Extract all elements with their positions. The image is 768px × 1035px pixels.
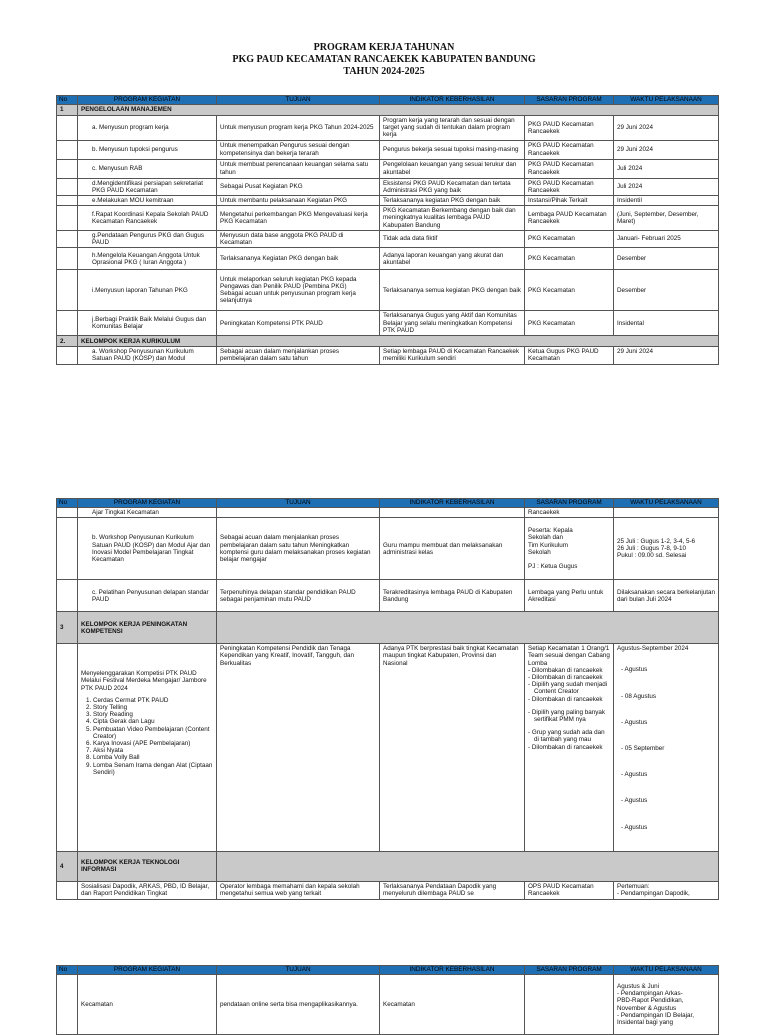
cell-indikator: Setiap lembaga PAUD di Kecamatan Rancaekek memiliki Kurikulum sendiri [380, 347, 525, 364]
sasaran-list [528, 667, 610, 751]
table-row [57, 518, 719, 580]
cell-indikator: Terlaksananya Gugus yang Aktif dan Komunitas Belajar yang selalu meningkatkan Kompetensi PTK PAUD [380, 311, 525, 336]
competition-item: 4. Cipta Gerak dan Lagu [93, 718, 213, 725]
section-title: PENGELOLAAN MANAJEMEN [78, 105, 719, 116]
doc-title-3: TAHUN 2024-2025 [343, 66, 425, 77]
table-row [57, 230, 719, 247]
waktu-item: - 08 Agustus [621, 692, 657, 700]
cell-sasaran: PKG PAUD Kecamatan Rancaekek [525, 116, 614, 141]
sasaran-item [528, 681, 610, 695]
header-no: No [57, 96, 78, 105]
cell-sasaran: PKG PAUD Kecamatan Rancaekek [525, 178, 614, 195]
sasaran-text: Dilombakan di rancaekek [531, 743, 603, 751]
header-no: No [57, 499, 78, 508]
cell-no [57, 178, 78, 195]
cell-no [57, 311, 78, 336]
waktu-intro: Agustus-September 2024 [617, 645, 689, 653]
cell-sasaran: PKG Kecamatan [525, 230, 614, 247]
section-row [57, 105, 719, 116]
table-row [57, 196, 719, 206]
waktu-item: - Agustus [621, 718, 648, 726]
cell-indikator: Adanya laporan keuangan yang akurat dan akuntabel [380, 248, 525, 270]
cell-waktu: 29 Juni 2024 [614, 140, 719, 159]
cell-waktu: Januari- Februari 2025 [614, 230, 719, 247]
cell-tujuan: Peningkatan Kompetensi PTK PAUD [217, 311, 380, 336]
header-waktu: WAKTU PELAKSANAAN [614, 499, 719, 508]
competition-item: 6. Karya Inovasi (APE Pembelajaran) [93, 740, 213, 747]
competition-item: 9. Lomba Senam Irama dengan Alat (Ciptaan Sendiri) [93, 762, 213, 776]
cell-no [57, 881, 78, 899]
cell-waktu: Desember [614, 248, 719, 270]
cell-waktu: 25 Juli : Gugus 1-2, 3-4, 5-6 26 Juli : Gugus 7-8, 9-10 Pukul : 09.00 sd. Selesai [614, 518, 719, 580]
cell-no [57, 644, 78, 852]
dash-bullet: - [528, 708, 532, 716]
table-row [57, 270, 719, 311]
cell-program: e.Melakukan MOU kemitraan [78, 196, 217, 206]
header-program: PROGRAM KEGIATAN [78, 96, 217, 105]
cell-waktu: Juli 2024 [614, 159, 719, 178]
table-row [57, 347, 719, 364]
cell-no [57, 159, 78, 178]
sasaran-text: Grup yang sudah ada dan di tambah yang mau [531, 729, 605, 744]
cell-tujuan: Sebagai acuan dalam menjalankan proses pembelajaran dalam satu tahun [217, 347, 380, 364]
cell-waktu: Pertemuan: - Pendampingan Dapodik, [614, 881, 719, 899]
cell-tujuan: Sebagai Pusat Kegiatan PKG [217, 178, 380, 195]
competition-item: 5. Pembuatan Video Pembelajaran (Content Creator) [93, 726, 213, 740]
cell-waktu: Juli 2024 [614, 178, 719, 195]
cell-waktu: 29 Juni 2024 [614, 116, 719, 141]
cell-sasaran: Lembaga yang Perlu untuk Akreditasi [525, 580, 614, 612]
cell-sasaran: PKG Kecamatan [525, 248, 614, 270]
cell-program: c. Pelatihan Penyusunan delapan standar PAUD [78, 580, 217, 612]
header-waktu: WAKTU PELAKSANAAN [614, 96, 719, 105]
cell-indikator: Guru mampu membuat dan melaksanakan administrasi kelas [380, 518, 525, 580]
cell-program: h.Mengelola Keuangan Anggota Untuk Oprasional PKG ( Iuran Anggota ) [78, 248, 217, 270]
cell-no [57, 230, 78, 247]
section-title: KELOMPOK KERJA KURIKULUM [78, 336, 217, 347]
header-sasaran: SASARAN PROGRAM [525, 96, 614, 105]
cell-program: a. Menyusun program kerja [78, 116, 217, 141]
table-row [57, 508, 719, 518]
cell-indikator: Eksistensi PKG PAUD Kecamatan dan tertata Administrasi PKG yang baik [380, 178, 525, 195]
cell-sasaran: Rancaekek [525, 508, 614, 518]
cell-sasaran: Lembaga PAUD Kecamatan Rancaekek [525, 206, 614, 231]
cell-program: Sosialisasi Dapodik, ARKAS, PBD, ID Belajar, dan Raport Pendidikan Tingkat [78, 881, 217, 899]
cell-sasaran: PKG PAUD Kecamatan Rancaekek [525, 159, 614, 178]
section-row [57, 851, 719, 881]
table-row [57, 580, 719, 612]
table-row [57, 116, 719, 141]
cell-program [78, 644, 217, 852]
header-program: PROGRAM KEGIATAN [78, 499, 217, 508]
sasaran-text: Dilombakan di rancaekek [531, 666, 603, 674]
cell-no [57, 508, 78, 518]
competition-item: 8. Lomba Volly Ball [93, 754, 213, 761]
section-fill [217, 851, 719, 881]
cell-tujuan: Menyusun data base anggota PKG PAUD di Kecamatan [217, 230, 380, 247]
cell-tujuan: Mengetahui perkembangan PKG Mengevaluasi kerja PKG Kecamatan [217, 206, 380, 231]
cell-waktu: (Juni, September, Desember, Maret) [614, 206, 719, 231]
cell-program: Kecamatan [78, 975, 217, 1035]
cell-tujuan: Untuk membantu pelaksanaan Kegiatan PKG [217, 196, 380, 206]
cell-waktu: Desember [614, 270, 719, 311]
cell-no [57, 580, 78, 612]
table-row [57, 140, 719, 159]
cell-sasaran [525, 975, 614, 1035]
section-no: 3 [57, 612, 78, 644]
cell-sasaran: Peserta: Kepala Sekolah dan Tim Kurikulum Sekolah PJ : Ketua Gugus [525, 518, 614, 580]
cell-indikator: Pengelolaan keuangan yang sesuai terukur dan akuntabel [380, 159, 525, 178]
cell-program: g.Pendataan Pengurus PKG dan Gugus PAUD [78, 230, 217, 247]
cell-indikator: Tidak ada data fiktif [380, 230, 525, 247]
sasaran-item [528, 696, 610, 703]
header-program: PROGRAM KEGIATAN [78, 966, 217, 975]
table-row [57, 975, 719, 1035]
header-waktu: WAKTU PELAKSANAAN [614, 966, 719, 975]
cell-tujuan: Untuk menyusun program kerja PKG Tahun 2024-2025 [217, 116, 380, 141]
cell-program: j.Berbagi Praktik Baik Melalui Gugus dan Komunitas Belajar [78, 311, 217, 336]
cell-indikator: Terlaksananya Pendataan Dapodik yang menyeluruh dilembaga PAUD se [380, 881, 525, 899]
cell-indikator: Adanya PTK berprestasi baik tingkat Kecamatan maupun tingkat Kabupaten, Provinsi dan Nasional [380, 644, 525, 852]
competition-item: 3. Story Reading [93, 711, 213, 718]
cell-tujuan [217, 508, 380, 518]
section-title: KELOMPOK KERJA PENINGKATAN KOMPETENSI [78, 612, 217, 644]
cell-no [57, 518, 78, 580]
table-row [57, 881, 719, 899]
waktu-item: - 05 September [621, 745, 665, 753]
doc-title-2: PKG PAUD KECAMATAN RANCAEKEK KABUPATEN BANDUNG [232, 54, 536, 65]
table-row [57, 311, 719, 336]
header-tujuan: TUJUAN [217, 966, 380, 975]
dash-bullet: - [528, 681, 532, 689]
table-row [57, 206, 719, 231]
competition-item: 1. Cerdas Cermat PTK PAUD [93, 697, 213, 704]
competition-item: 2. Story Telling [93, 704, 213, 711]
cell-tujuan: Terpenuhinya delapan standar pendidikan PAUD sebagai penjaminan mutu PAUD [217, 580, 380, 612]
cell-tujuan: Peningkatan Kompetensi Pendidik dan Tenaga Kependikan yang Kreatif, Inovatif, Tangguh, dan Berkualitas [217, 644, 380, 852]
section-no: 4 [57, 851, 78, 881]
section-fill [217, 336, 719, 347]
waktu-list [617, 666, 715, 830]
cell-program: b. Menyusun tupoksi pengurus [78, 140, 217, 159]
sasaran-item [528, 729, 610, 743]
header-sasaran: SASARAN PROGRAM [525, 499, 614, 508]
cell-tujuan: Terlaksananya Kegiatan PKG dengan baik [217, 248, 380, 270]
program-table-page-2 [56, 498, 719, 900]
competition-item: 7. Aksi Nyata [93, 747, 213, 754]
section-row [57, 336, 719, 347]
section-row [57, 612, 719, 644]
program-intro: Menyelenggarakan Kompetisi PTK PAUD Melalui Festival Merdeka Mengajar/ Jambore PTK PAUD 2024 [81, 670, 207, 692]
cell-no [57, 975, 78, 1035]
cell-waktu: Insidental [614, 311, 719, 336]
waktu-item: - Agustus [621, 823, 648, 831]
cell-tujuan: Untuk membuat perencanaan keuangan selama satu tahun [217, 159, 380, 178]
cell-sasaran [525, 644, 614, 852]
sasaran-text: Dilombakan di rancaekek [531, 695, 603, 703]
header-indikator: INDIKATOR KEBERHASILAN [380, 966, 525, 975]
cell-indikator: Kecamatan [380, 975, 525, 1035]
cell-program: c. Menyusun RAB [78, 159, 217, 178]
cell-no [57, 116, 78, 141]
cell-sasaran: Ketua Gugus PKG PAUD Kecamatan [525, 347, 614, 364]
cell-no [57, 347, 78, 364]
waktu-item: - Agustus [621, 771, 648, 779]
table-row [57, 644, 719, 852]
cell-tujuan: pendataan online serta bisa mengaplikasikannya. [217, 975, 380, 1035]
cell-waktu: Agustus & Juni - Pendampingan Arkas- PBD-Rapot Pendidikan, November & Agustus - Pendampingan ID Belajar, Insidental bagi yang [614, 975, 719, 1035]
cell-waktu [614, 508, 719, 518]
cell-tujuan: Untuk menempatkan Pengurus sesuai dengan kompetensinya dan bekerja terarah [217, 140, 380, 159]
cell-tujuan: Untuk melaporkan seluruh kegiatan PKG kepada Pengawas dan Penilik PAUD (Pembina PKG) Sebagai acuan untuk penyusunan program kerja selanjutnya [217, 270, 380, 311]
dash-bullet: - [528, 729, 532, 737]
cell-waktu: 29 Juni 2024 [614, 347, 719, 364]
waktu-item: - Agustus [621, 666, 648, 674]
program-table-page-1 [56, 95, 719, 365]
section-no: 2. [57, 336, 78, 347]
table-header-row [57, 96, 719, 105]
cell-no [57, 270, 78, 311]
cell-no [57, 140, 78, 159]
cell-program: a. Workshop Penyusunan Kurikulum Satuan PAUD (KOSP) dan Modul [78, 347, 217, 364]
cell-indikator [380, 508, 525, 518]
cell-no [57, 206, 78, 231]
dash-bullet: - [528, 695, 532, 703]
cell-indikator: Terlaksananya kegiatan PKG dengan baik [380, 196, 525, 206]
table-header-row [57, 499, 719, 508]
section-title: KELOMPOK KERJA TEKNOLOGI INFORMASI [78, 851, 217, 881]
waktu-item: - Agustus [621, 797, 648, 805]
cell-indikator: Program kerja yang terarah dan sesuai dengan target yang sudah di tentukan dalam program kerja [380, 116, 525, 141]
cell-sasaran: OPS PAUD Kecamatan Rancaekek [525, 881, 614, 899]
cell-waktu: Dilaksanakan secara berkelanjutan dari bulan Juli 2024 [614, 580, 719, 612]
cell-indikator: Terakreditasinya lembaga PAUD di Kabupaten Bandung [380, 580, 525, 612]
cell-no [57, 196, 78, 206]
cell-sasaran: PKG PAUD Kecamatan Rancaekek [525, 140, 614, 159]
competition-list [81, 697, 213, 776]
sasaran-item [528, 674, 610, 681]
header-indikator: INDIKATOR KEBERHASILAN [380, 499, 525, 508]
dash-bullet: - [528, 743, 532, 751]
cell-program: d.Mengidentifikasi persiapan sekretariat PKG PAUD Kecamatan [78, 178, 217, 195]
sasaran-text: Dipilih yang sudah menjadi Content Creator [531, 681, 608, 696]
cell-program: i.Menyusun laporan Tahunan PKG [78, 270, 217, 311]
sasaran-intro: Setiap Kecamatan 1 Orang/1 Team sesuai dengan Cabang Lomba [528, 645, 610, 667]
cell-indikator: PKG Kecamatan Berkembang dengan baik dan meningkatnya kualitas lembaga PAUD Kabupaten Bandung [380, 206, 525, 231]
cell-sasaran: PKG Kecamatan [525, 270, 614, 311]
header-tujuan: TUJUAN [217, 96, 380, 105]
cell-program: f.Rapat Koordinasi Kepala Sekolah PAUD Kecamatan Rancaekek [78, 206, 217, 231]
sasaran-item [528, 667, 610, 674]
cell-waktu: Insidentil [614, 196, 719, 206]
sasaran-item [528, 709, 610, 723]
table-row [57, 159, 719, 178]
sasaran-text: Dipilih yang paling banyak sertifikat PMM nya [531, 708, 606, 724]
table-row [57, 178, 719, 195]
sasaran-item [528, 744, 610, 751]
cell-sasaran: PKG Kecamatan [525, 311, 614, 336]
table-row [57, 248, 719, 270]
cell-sasaran: Instansi/Pihak Terkait [525, 196, 614, 206]
sasaran-text: Dilombakan di rancaekek [531, 674, 603, 682]
header-indikator: INDIKATOR KEBERHASILAN [380, 96, 525, 105]
table-header-row [57, 966, 719, 975]
header-no: No [57, 966, 78, 975]
doc-title-1: PROGRAM KERJA TAHUNAN [313, 42, 455, 53]
header-sasaran: SASARAN PROGRAM [525, 966, 614, 975]
cell-tujuan: Operator lembaga memahami dan kepala sekolah mengetahui semua web yang terkait [217, 881, 380, 899]
program-table-page-3 [56, 965, 719, 1035]
cell-program: Ajar Tingkat Kecamatan [78, 508, 217, 518]
cell-waktu [614, 644, 719, 852]
cell-indikator: Pengurus bekerja sesuai tupoksi masing-masing [380, 140, 525, 159]
dash-bullet: - [528, 666, 532, 674]
dash-bullet: - [528, 674, 532, 682]
header-tujuan: TUJUAN [217, 499, 380, 508]
cell-no [57, 248, 78, 270]
cell-program: b. Workshop Penyusunan Kurikulum Satuan PAUD (KOSP) dan Modul Ajar dan Inovasi Model Pembelajaran Tingkat Kecamatan [78, 518, 217, 580]
cell-indikator: Terlaksananya semua kegiatan PKG dengan baik [380, 270, 525, 311]
section-fill [217, 612, 719, 644]
section-no: 1 [57, 105, 78, 116]
cell-tujuan: Sebagai acuan dalam menjalankan proses pembelajaran dalam satu tahun Meningkatkan komptensi guru dalam melaksanakan proses kegiatan belajar mengajar [217, 518, 380, 580]
